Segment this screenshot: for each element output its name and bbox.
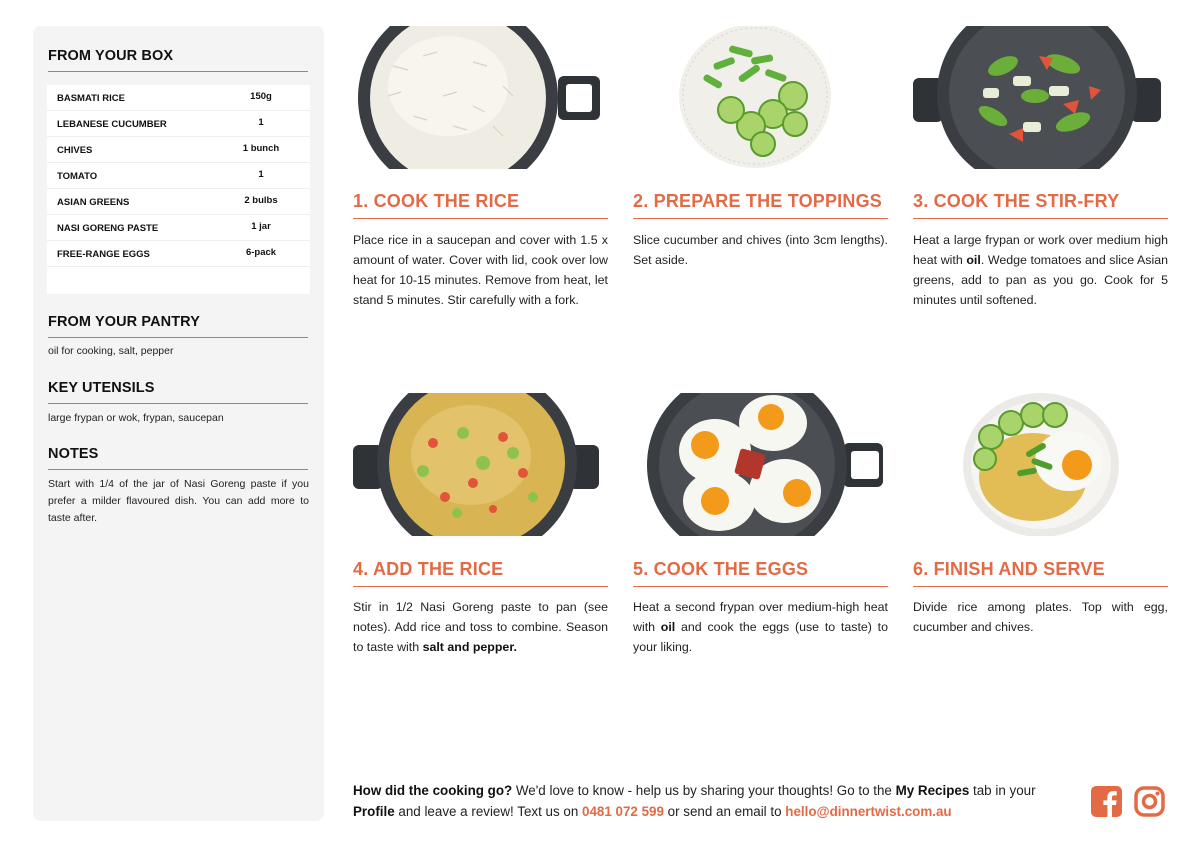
ingredients-sidebar [33,26,324,821]
notes-text: Start with 1/4 of the jar of Nasi Goreng paste if you prefer a milder flavoured dish. You can add more to taste after. [48,478,309,524]
step-5-photo-eggs [633,393,888,536]
step-4-photo-fried-rice [353,393,608,536]
phone-number-link[interactable]: 0481 072 599 [582,804,664,819]
step-divider [633,586,888,587]
step-3-text-end: . Wedge tomatoes and slice Asian greens, add to pan as you go. Cook for 5 minutes until softened. [913,253,1168,307]
instagram-icon[interactable] [1134,786,1165,817]
ingredient-row [47,215,310,241]
step-4-title: 4. ADD THE RICE [353,559,504,579]
email-link[interactable]: hello@dinnertwist.com.au [785,804,952,819]
step-1-text: Place rice in a saucepan and cover with 1.5 x amount of water. Cover with lid, cook over low heat for 10-15 minutes. Remove from heat, let stand 5 minutes. Stir carefully with a fork. [353,233,608,307]
step-divider [913,218,1168,219]
my-recipes-link[interactable]: My Recipes [895,783,970,798]
step-3-title: 3. COOK THE STIR-FRY [913,191,1120,211]
feedback-footer [353,780,1073,822]
profile-link[interactable]: Profile [353,804,395,819]
step-1-title: 1. COOK THE RICE [353,191,520,211]
step-divider [353,586,608,587]
step-6-title: 6. FINISH AND SERVE [913,559,1105,579]
box-ingredients-table [47,85,310,294]
facebook-icon[interactable] [1091,786,1122,817]
step-4-text: Stir in 1/2 Nasi Goreng paste to pan (see notes). Add rice and toss to combine. Season to taste with [353,600,608,654]
step-6-photo-serve [913,393,1168,536]
footer-text-4: or send an email to [663,804,786,819]
step-5-oil: oil [660,620,676,634]
step-2-photo-toppings [633,26,888,169]
step-5-text-end: and cook the eggs (use to taste) to your liking. [633,620,888,654]
ingredient-qty: 1 jar [251,221,271,232]
step-divider [633,218,888,219]
heading-divider [48,337,308,338]
from-your-pantry-heading: FROM YOUR PANTRY [48,314,200,330]
step-3-oil: oil [966,253,981,267]
step-1-body [353,230,608,310]
heading-divider [48,403,308,404]
step-3-text: Heat a large frypan or work over medium high heat with [913,233,1168,267]
ingredient-qty: 1 [258,169,264,180]
footer-text-3: and leave a review! Text us on [394,804,583,819]
step-5-body [633,597,888,657]
step-1-photo-rice [353,26,608,169]
utensils-text: large frypan or wok, frypan, saucepan [48,412,224,424]
notes-heading: NOTES [48,446,99,462]
step-divider [913,586,1168,587]
step-3-photo-stir-fry [913,26,1168,169]
ingredient-name: ASIAN GREENS [57,197,130,208]
pantry-text: oil for cooking, salt, pepper [48,345,174,357]
ingredient-name: FREE-RANGE EGGS [57,249,150,260]
step-2-title: 2. PREPARE THE TOPPINGS [633,191,882,211]
ingredient-row [47,189,310,215]
heading-divider [48,71,308,72]
ingredient-name: LEBANESE CUCUMBER [57,119,167,130]
ingredient-row [47,241,310,267]
key-utensils-heading: KEY UTENSILS [48,380,155,396]
step-6-body [913,597,1168,637]
ingredient-qty: 1 bunch [242,143,280,154]
ingredient-qty: 150g [250,91,272,102]
ingredient-row [47,111,310,137]
step-divider [353,218,608,219]
step-5-text: Heat a second frypan over medium-high heat with [633,600,888,634]
footer-question: How did the cooking go? [353,783,513,798]
step-3-body [913,230,1168,310]
heading-divider [48,469,308,470]
from-your-box-heading: FROM YOUR BOX [48,48,174,64]
ingredient-qty: 6-pack [245,247,277,258]
ingredient-qty: 1 [258,117,264,128]
ingredient-qty: 2 bulbs [244,195,278,206]
ingredient-row [47,137,310,163]
ingredient-name: BASMATI RICE [57,93,125,104]
ingredient-name: TOMATO [57,171,98,182]
ingredient-name: CHIVES [57,145,93,156]
step-4-salt-pepper: salt and pepper. [422,640,517,654]
ingredient-name: NASI GORENG PASTE [57,223,159,234]
ingredient-row [47,163,310,189]
step-4-body [353,597,608,657]
step-6-text: Divide rice among plates. Top with egg, cucumber and chives. [913,600,1168,634]
footer-text-1: We'd love to know - help us by sharing your thoughts! Go to the [512,783,896,798]
step-2-body [633,230,888,270]
footer-text-2: tab in your [969,783,1036,798]
ingredient-row [47,85,310,111]
step-5-title: 5. COOK THE EGGS [633,559,809,579]
step-2-text: Slice cucumber and chives (into 3cm lengths). Set aside. [633,233,888,267]
